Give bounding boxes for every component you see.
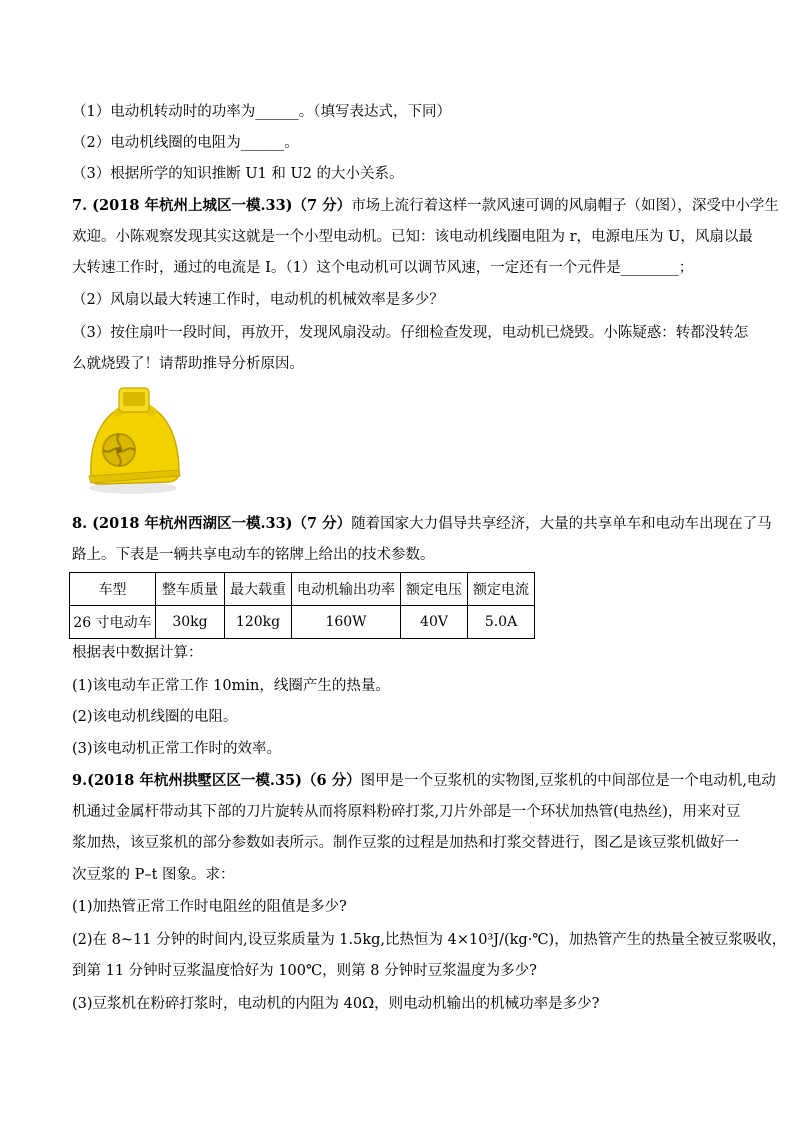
q6-sub2: （2）电动机线圈的电阻为______。 [72, 135, 299, 151]
q8-text1: 随着国家大力倡导共享经济，大量的共享单车和电动车出现在了马 [351, 516, 772, 532]
table-row [70, 606, 535, 639]
table-cell: 26 寸电动车 [70, 606, 156, 639]
q7-line2: 欢迎。小陈观察发现其实这就是一个小型电动机。已知：该电动机线圈电阻为 r，电源电压为 U，风扇以最 [72, 229, 753, 245]
q9-line7: 到第 11 分钟时豆浆温度恰好为 100℃，则第 8 分钟时豆浆温度为多少? [72, 963, 537, 979]
table-header-cell: 车型 [70, 573, 156, 606]
q8-line5: (2)该电动机线圈的电阻。 [72, 709, 238, 725]
table-cell: 30kg [156, 606, 225, 639]
q9-heading: 9.(2018 年杭州拱墅区区一模.35)（6 分） [72, 772, 361, 789]
table-cell: 160W [292, 606, 401, 639]
table-cell: 120kg [225, 606, 292, 639]
q7-line3: 大转速工作时，通过的电流是 I。（1）这个电动机可以调节风速，一定还有一个元件是________； [72, 260, 694, 276]
q7-line4: （2）风扇以最大转速工作时，电动机的机械效率是多少？ [72, 292, 444, 308]
fan-helmet-image [83, 384, 183, 496]
table-cell: 5.0A [468, 606, 535, 639]
q9-line6: (2)在 8~11 分钟的时间内,设豆浆质量为 1.5kg,比热恒为 4×10³J/(kg·℃)，加热管产生的热量全被豆浆吸收， [72, 932, 787, 948]
table-header-cell: 额定电压 [401, 573, 468, 606]
q9-line4: 次豆浆的 P–t 图象。求： [72, 867, 235, 883]
q9-line2: 机通过金属杆带动其下部的刀片旋转从而将原料粉碎打浆,刀片外部是一个环状加热管(电热丝)，用来对豆 [72, 804, 741, 820]
table-header-cell: 整车质量 [156, 573, 225, 606]
table-header-row [70, 573, 535, 606]
q8-line2: 路上。下表是一辆共享电动车的铭牌上给出的技术参数。 [72, 547, 435, 563]
table-header-cell: 电动机输出功率 [292, 573, 401, 606]
q7-line5: （3）按住扇叶一段时间，再放开，发现风扇没动。仔细检查发现，电动机已烧毁。小陈疑惑：转都没转怎 [72, 325, 749, 341]
q8-line4: (1)该电动车正常工作 10min，线圈产生的热量。 [72, 678, 390, 694]
q9-text1: 图甲是一个豆浆机的实物图,豆浆机的中间部位是一个电动机,电动 [360, 773, 776, 789]
q8-line6: (3)该电动机正常工作时的效率。 [72, 741, 282, 757]
q8-line1 [72, 514, 772, 534]
table-header-cell: 额定电流 [468, 573, 535, 606]
q9-line5: (1)加热管正常工作时电阻丝的阻值是多少? [72, 899, 347, 915]
table-header-cell: 最大载重 [225, 573, 292, 606]
q7-line1 [72, 196, 779, 216]
q7-line6: 么就烧毁了！请帮助推导分析原因。 [72, 356, 304, 372]
q8-heading: 8. (2018 年杭州西湖区一模.33)（7 分） [72, 515, 352, 532]
table-cell: 40V [401, 606, 468, 639]
spec-table [69, 572, 535, 639]
q7-heading: 7. (2018 年杭州上城区一模.33)（7 分） [72, 197, 352, 214]
q6-sub3: （3）根据所学的知识推断 U1 和 U2 的大小关系。 [72, 166, 404, 182]
q9-line1 [72, 771, 776, 791]
q9-line8: (3)豆浆机在粉碎打浆时，电动机的内阻为 40Ω，则电动机输出的机械功率是多少? [72, 996, 600, 1012]
q9-line3: 浆加热，该豆浆机的部分参数如表所示。制作豆浆的过程是加热和打浆交替进行，图乙是该豆浆机做好一 [72, 835, 739, 851]
q7-text1: 市场上流行着这样一款风速可调的风扇帽子（如图），深受中小学生 [351, 198, 779, 214]
q8-line3: 根据表中数据计算： [72, 645, 203, 661]
q6-sub1: （1）电动机转动时的功率为______。（填写表达式，下同） [72, 104, 451, 120]
